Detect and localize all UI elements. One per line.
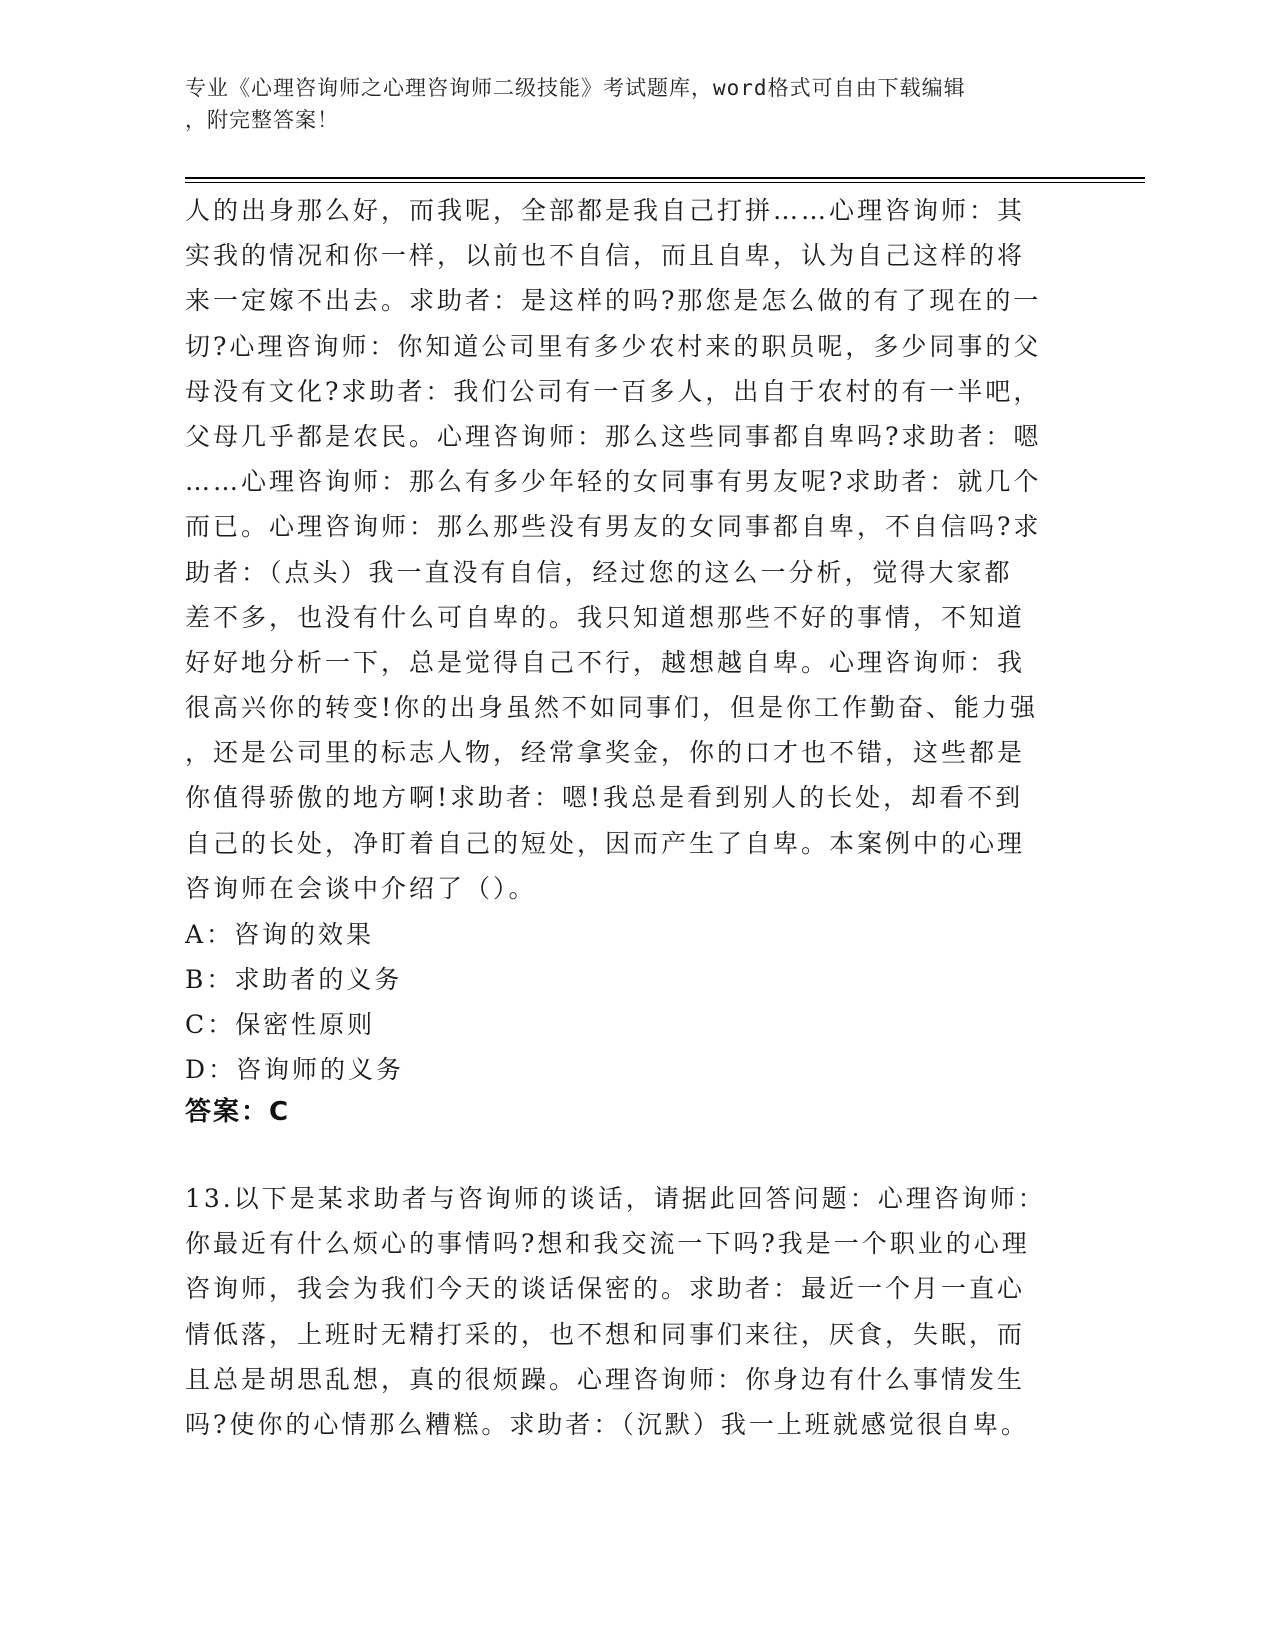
passage-line: 助者：（点头）我一直没有自信，经过您的这么一分析，觉得大家都 [185, 557, 1013, 587]
question-13-line: 咨询师，我会为我们今天的谈话保密的。求助者：最近一个月一直心 [185, 1274, 1026, 1304]
question-passage [185, 188, 1065, 911]
passage-line: 咨询师在会谈中介绍了（）。 [185, 873, 537, 903]
passage-line: 父母几乎都是农民。心理咨询师：那么这些同事都自卑吗?求助者：嗯 [185, 421, 1042, 451]
option-d: D：咨询师的义务 [185, 1055, 405, 1084]
passage-line: 而已。心理咨询师：那么那些没有男友的女同事都自卑，不自信吗?求 [185, 512, 1042, 542]
header-line-2: ，附完整答案！ [185, 108, 339, 132]
header-line-1: 专业《心理咨询师之心理咨询师二级技能》考试题库，word格式可自由下载编辑 [185, 76, 966, 100]
passage-line: 自己的长处，净盯着自己的短处，因而产生了自卑。本案例中的心理 [185, 828, 1026, 858]
passage-line: 你值得骄傲的地方啊!求助者：嗯!我总是看到别人的长处，却看不到 [185, 783, 1024, 813]
passage-line: 实我的情况和你一样，以前也不自信，而且自卑，认为自己这样的将 [185, 241, 1026, 271]
answer-options [185, 912, 1065, 1092]
option-c: C：保密性原则 [185, 1010, 376, 1039]
question-13-line: 吗?使你的心情那么糟糕。求助者：（沉默）我一上班就感觉很自卑。 [185, 1409, 1029, 1439]
option-b: B：求助者的义务 [185, 965, 403, 994]
passage-line: 切?心理咨询师：你知道公司里有多少农村来的职员呢，多少同事的父 [185, 331, 1042, 361]
question-13-line: 且总是胡思乱想，真的很烦躁。心理咨询师：你身边有什么事情发生 [185, 1364, 1026, 1394]
passage-line: 来一定嫁不出去。求助者：是这样的吗?那您是怎么做的有了现在的一 [185, 286, 1042, 316]
header-rule-thick [185, 177, 1145, 179]
passage-line: 好好地分析一下，总是觉得自己不行，越想越自卑。心理咨询师：我 [185, 647, 1026, 677]
question-13 [185, 1176, 1065, 1447]
question-13-line: 情低落，上班时无精打采的，也不想和同事们来往，厌食，失眠，而 [185, 1319, 1026, 1349]
passage-line: 差不多，也没有什么可自卑的。我只知道想那些不好的事情，不知道 [185, 602, 1026, 632]
passage-line: 很高兴你的转变!你的出身虽然不如同事们，但是你工作勤奋、能力强 [185, 693, 1039, 723]
option-a: A：咨询的效果 [185, 920, 375, 949]
passage-line: 母没有文化?求助者：我们公司有一百多人，出自于农村的有一半吧， [185, 376, 1042, 406]
passage-line: ……心理咨询师：那么有多少年轻的女同事有男友呢?求助者：就几个 [185, 467, 1042, 497]
question-13-line: 13.以下是某求助者与咨询师的谈话，请据此回答问题：心理咨询师： [185, 1184, 1046, 1213]
passage-line: ，还是公司里的标志人物，经常拿奖金，你的口才也不错，这些都是 [185, 738, 1026, 768]
header-rule-thin [185, 182, 1145, 183]
question-13-line: 你最近有什么烦心的事情吗?想和我交流一下吗?我是一个职业的心理 [185, 1229, 1030, 1259]
passage-line: 人的出身那么好，而我呢，全部都是我自己打拼……心理咨询师：其 [185, 196, 1026, 225]
answer-key: 答案：C [185, 1097, 291, 1127]
page-header [185, 72, 1055, 136]
